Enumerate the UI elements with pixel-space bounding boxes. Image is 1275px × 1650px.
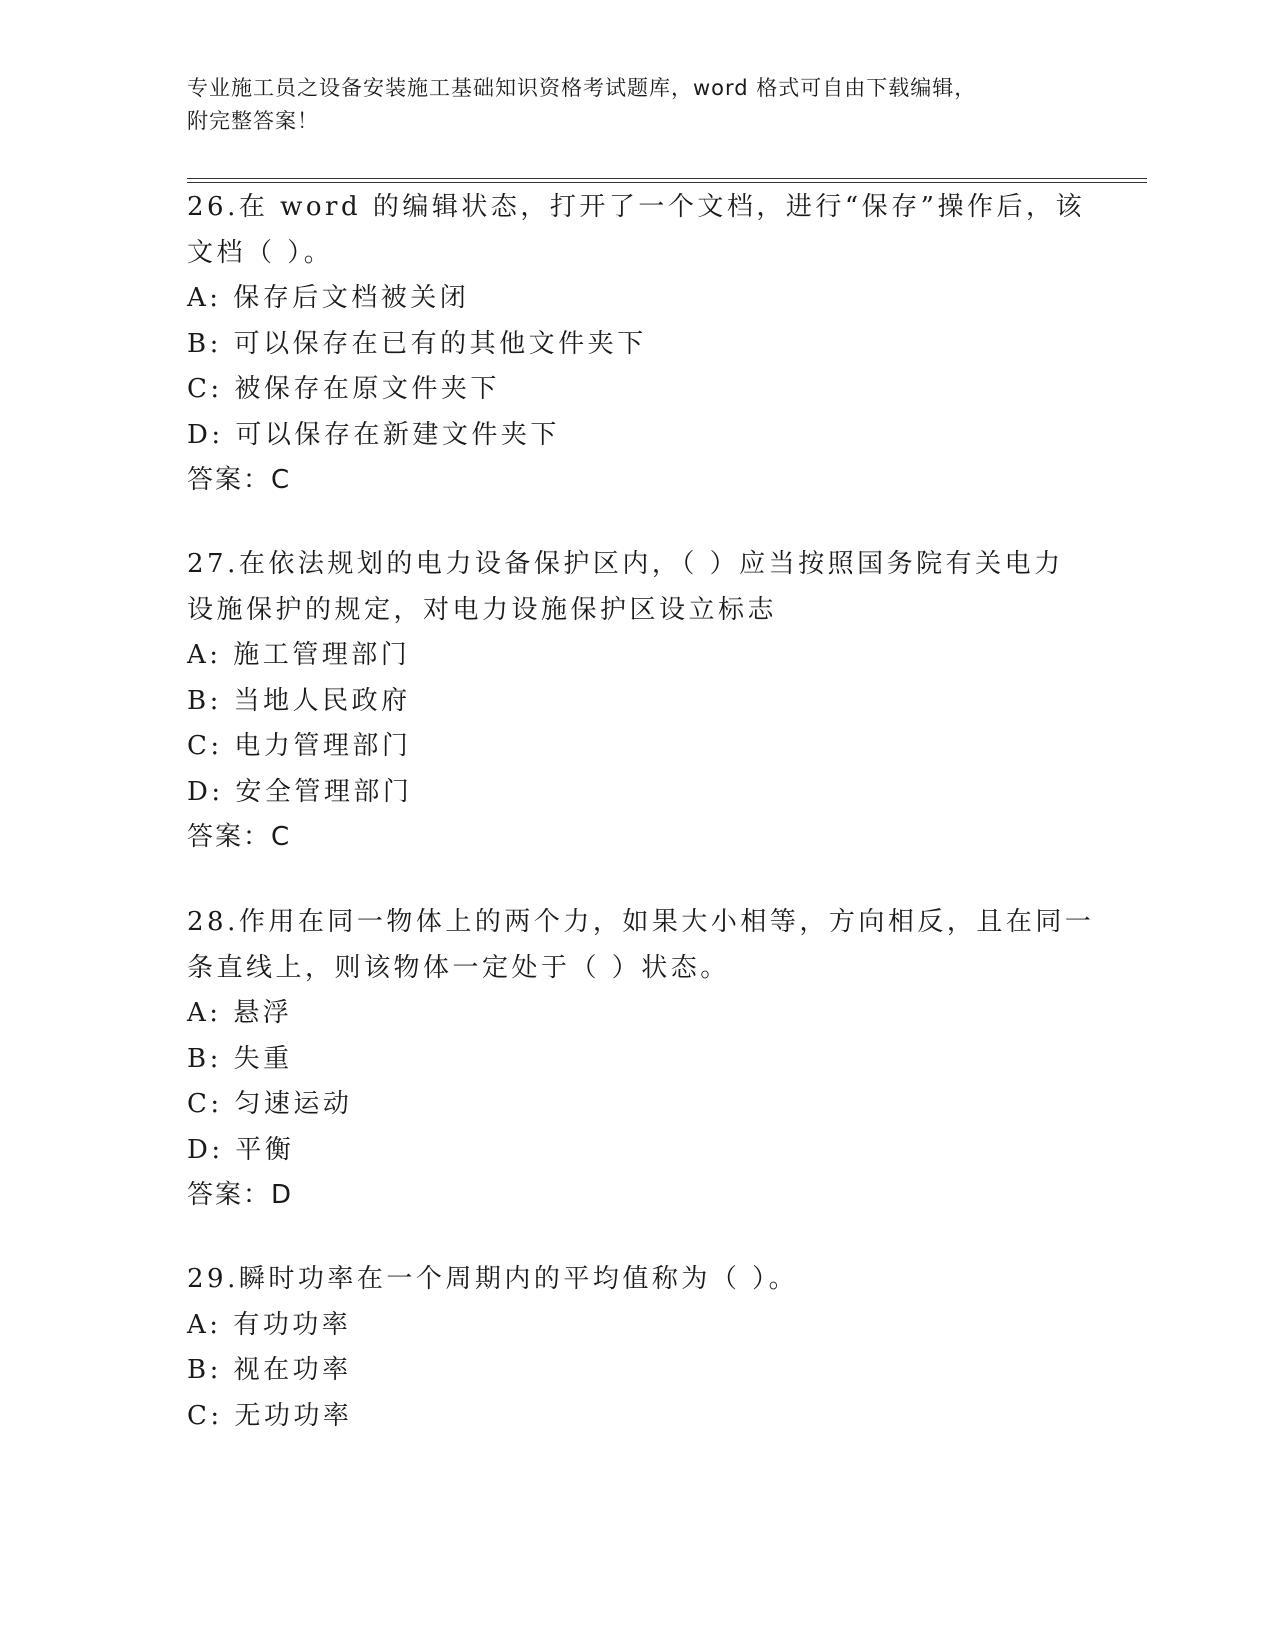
question-stem-line: 28.作用在同一物体上的两个力，如果大小相等，方向相反，且在同一 [187,907,1095,937]
answer: 答案：D [187,1180,294,1210]
option-a: A: 有功功率 [187,1309,352,1340]
option-c: C: 无功功率 [187,1400,353,1431]
option-b: B: 视在功率 [187,1355,352,1385]
header-divider-top [187,178,1147,179]
option-d: D: 平衡 [187,1134,295,1165]
question-stem-line: 26.在 word 的编辑状态，打开了一个文档，进行“保存”操作后，该 [187,192,1085,222]
option-d: D: 可以保存在新建文件夹下 [187,419,560,450]
header-divider-bottom [187,182,1147,183]
option-d: D: 安全管理部门 [187,776,413,807]
question-29 [187,1257,1087,1439]
option-b: B: 可以保存在已有的其他文件夹下 [187,328,647,359]
question-stem-line: 文档（ ）。 [187,237,334,268]
option-b: B: 失重 [187,1043,293,1074]
question-stem-line: 29.瞬时功率在一个周期内的平均值称为（ ）。 [187,1264,799,1294]
document-header [187,72,1087,138]
option-c: C: 匀速运动 [187,1089,353,1119]
header-line-2: 附完整答案！ [187,109,319,133]
answer: 答案：C [187,465,292,495]
option-a: A: 施工管理部门 [187,640,411,670]
header-line-1: 专业施工员之设备安装施工基础知识资格考试题库，word 格式可自由下载编辑， [187,76,977,100]
option-c: C: 电力管理部门 [187,731,412,761]
question-26 [187,185,1087,504]
question-stem-line: 条直线上，则该物体一定处于（ ）状态。 [187,952,730,983]
answer: 答案：C [187,822,292,852]
question-stem-line: 设施保护的规定，对电力设施保护区设立标志 [187,594,778,625]
question-27 [187,542,1087,861]
option-a: A: 悬浮 [187,998,293,1028]
option-b: B: 当地人民政府 [187,685,411,716]
question-28 [187,900,1095,1219]
option-a: A: 保存后文档被关闭 [187,283,470,313]
question-stem-line: 27.在依法规划的电力设备保护区内，（ ）应当按照国务院有关电力 [187,549,1064,579]
option-c: C: 被保存在原文件夹下 [187,374,500,404]
